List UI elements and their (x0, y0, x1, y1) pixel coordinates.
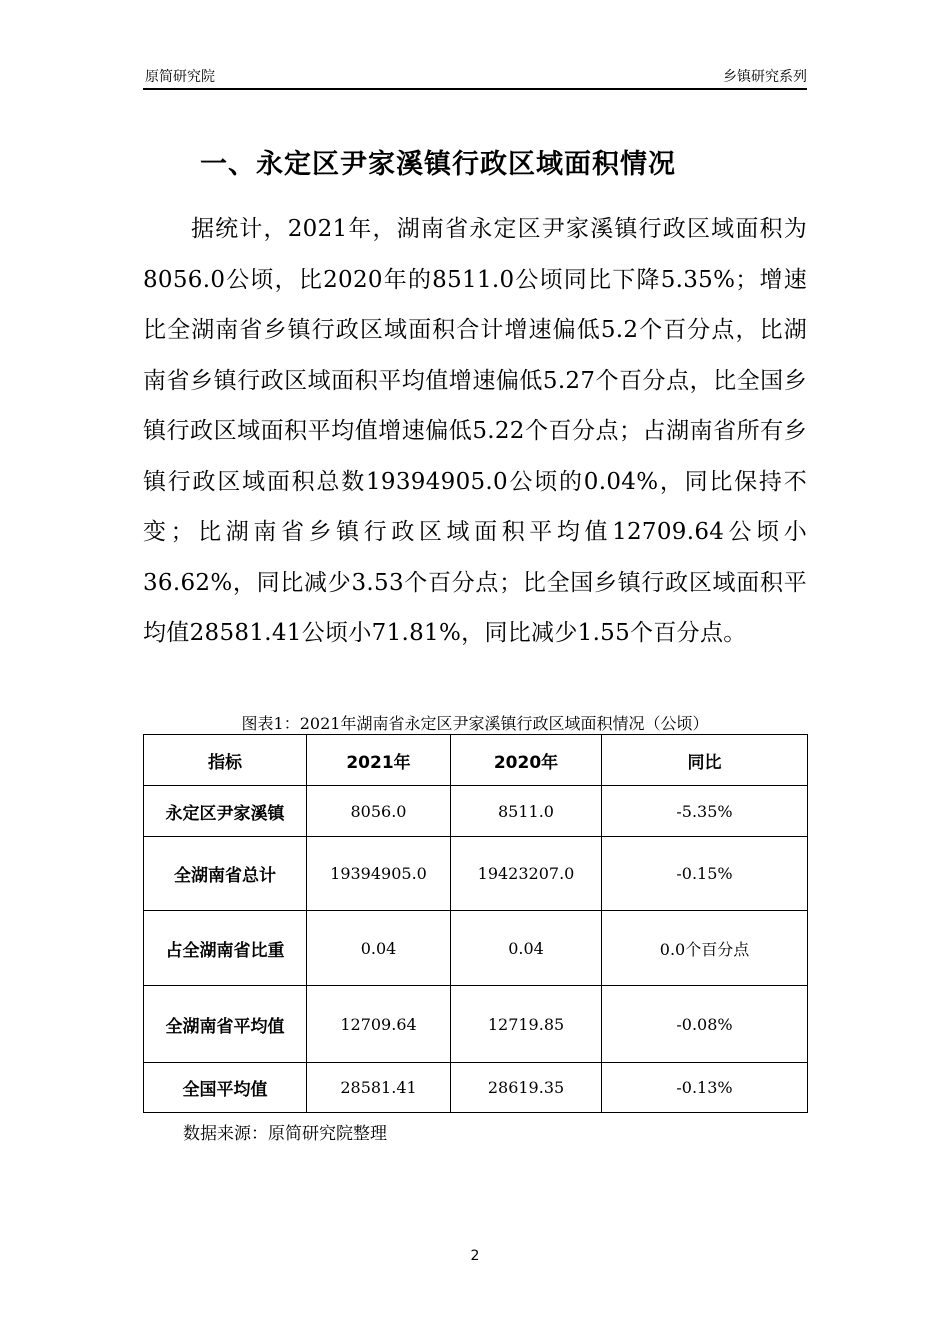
data-source-note: 数据来源：原简研究院整理 (183, 1124, 387, 1144)
row-label: 永定区尹家溪镇 (144, 786, 307, 837)
cell-yoy: -0.15% (602, 837, 808, 911)
area-data-table (143, 734, 808, 1113)
cell-2020: 12719.85 (451, 986, 602, 1063)
page-number: 2 (470, 1248, 480, 1264)
row-label: 占全湖南省比重 (144, 911, 307, 986)
row-label: 全湖南省平均值 (144, 986, 307, 1063)
column-header-indicator: 指标 (144, 735, 307, 786)
cell-2020: 0.04 (451, 911, 602, 986)
table-row (144, 786, 808, 837)
cell-2021: 8056.0 (307, 786, 451, 837)
header-org-name: 原简研究院 (145, 69, 215, 85)
cell-2020: 19423207.0 (451, 837, 602, 911)
table-row (144, 911, 808, 986)
column-header-2021: 2021年 (307, 735, 451, 786)
section-title: 一、永定区尹家溪镇行政区域面积情况 (200, 149, 676, 180)
column-header-2020: 2020年 (451, 735, 602, 786)
header-divider (143, 88, 807, 90)
cell-yoy: -0.08% (602, 986, 808, 1063)
cell-2021: 28581.41 (307, 1063, 451, 1113)
cell-2020: 28619.35 (451, 1063, 602, 1113)
table-caption: 图表1：2021年湖南省永定区尹家溪镇行政区域面积情况（公顷） (241, 714, 709, 733)
cell-yoy: -5.35% (602, 786, 808, 837)
cell-2021: 19394905.0 (307, 837, 451, 911)
table-row (144, 837, 808, 911)
cell-yoy: -0.13% (602, 1063, 808, 1113)
body-paragraph: 据统计，2021年，湖南省永定区尹家溪镇行政区域面积为8056.0公顷，比2020年的8511.0公顷同比下降5.35%；增速比全湖南省乡镇行政区域面积合计增速偏低5.2个百分点，比湖南省乡镇行政区域面积平均值增速偏低5.27个百分点，比全国乡镇行政区域面积平均值增速偏低5.22个百分点；占湖南省所有乡镇行政区域面积总数19394905.0公顷的0.04%，同比保持不变；比湖南省乡镇行政区域面积平均值12709.64公顷小36.62%，同比减少3.53个百分点；比全国乡镇行政区域面积平均值28581.41公顷小71.81%，同比减少1.55个百分点。 (143, 216, 807, 646)
column-header-yoy: 同比 (602, 735, 808, 786)
cell-2020: 8511.0 (451, 786, 602, 837)
cell-yoy: 0.0个百分点 (602, 911, 808, 986)
cell-2021: 12709.64 (307, 986, 451, 1063)
row-label: 全湖南省总计 (144, 837, 307, 911)
row-label: 全国平均值 (144, 1063, 307, 1113)
table-row (144, 1063, 808, 1113)
header-series-name: 乡镇研究系列 (723, 69, 807, 85)
table-header-row (144, 735, 808, 786)
cell-2021: 0.04 (307, 911, 451, 986)
table-row (144, 986, 808, 1063)
